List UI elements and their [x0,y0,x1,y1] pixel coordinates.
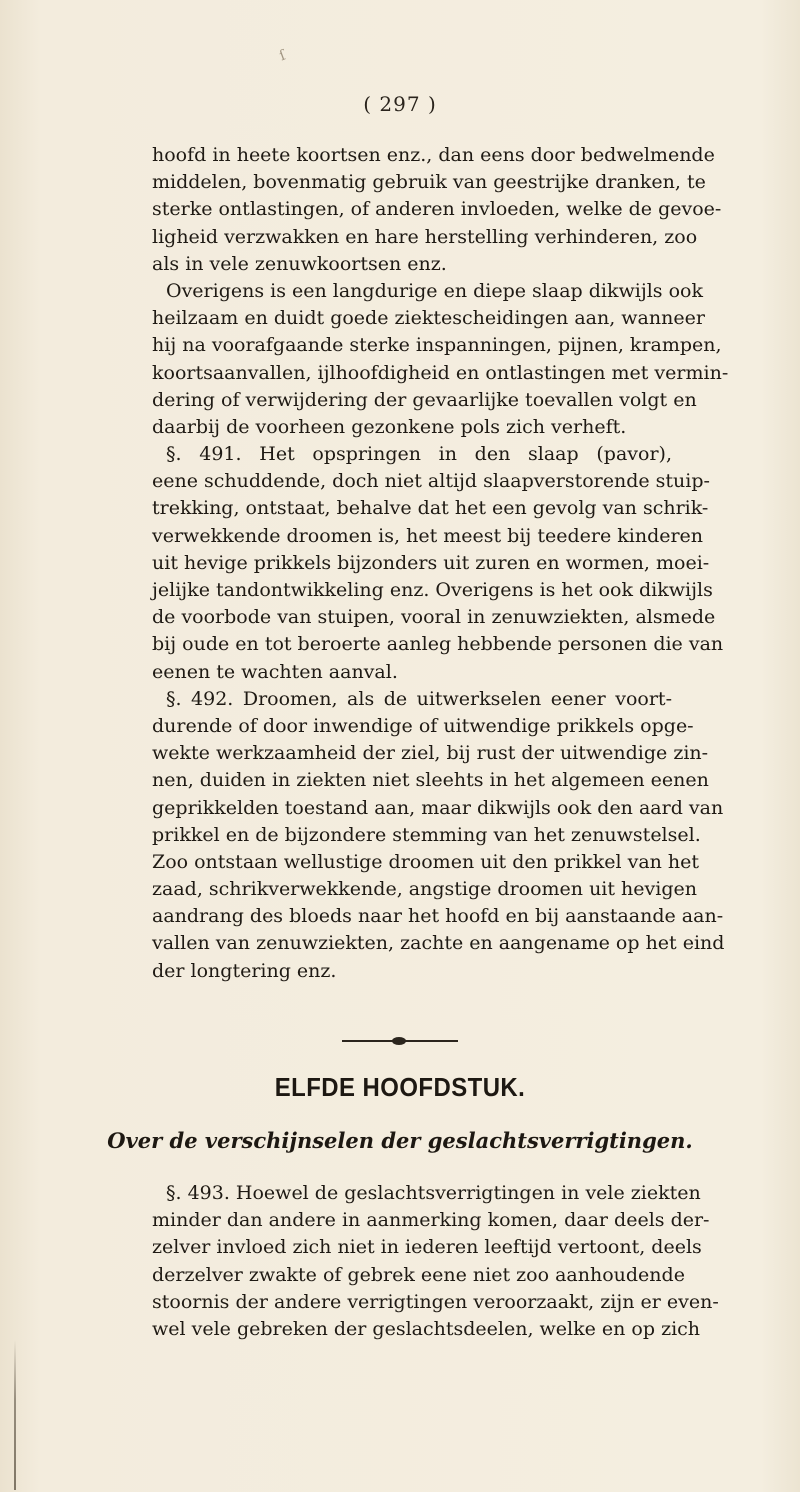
text-line: daarbij de voorheen gezonkene pols zich verheft. [152,415,627,438]
text-line: heilzaam en duidt goede ziektescheidingen aan, wanneer [152,307,705,330]
text-line: §. 493. Hoewel de geslachtsverrigtingen in vele ziekten [166,1182,701,1204]
text-line: Overigens is een langdurige en diepe slaap dikwijls ook [166,279,703,302]
text-line: wekte werkzaamheid der ziel, bij rust der uitwendige zin- [152,742,709,765]
text-line: stoornis der andere verrigtingen veroorzaakt, zijn er even- [152,1290,719,1313]
text-line: zelver invloed zich niet in iederen leeftijd vertoont, deels [152,1236,702,1259]
text-line: durende of door inwendige of uitwendige prikkels opge- [152,714,694,737]
text-line: eenen te wachten aanval. [152,660,398,683]
margin-mark: ſ [277,47,288,65]
body-text-section-2 [152,1180,719,1343]
text-line: uit hevige prikkels bijzonders uit zuren en wormen, moei- [152,551,710,574]
text-line: als in vele zenuwkoortsen enz. [152,252,447,275]
text-line: §. 492. Droomen, als de uitwerkselen eener voort- [166,687,672,710]
text-line: hoofd in heete koortsen enz., dan eens door bedwelmende [152,144,715,166]
text-line: jelijke tandontwikkeling enz. Overigens is het ook dikwijls [152,579,713,601]
text-line: eene schuddende, doch niet altijd slaapverstorende stuip- [152,470,710,493]
chapter-title: ELFDE HOOFDSTUK. [274,1072,526,1102]
text-line: §. 491. Het opspringen in den slaap (pavor), [166,443,672,466]
text-line: vallen van zenuwziekten, zachte en aangename op het eind [152,932,725,955]
page-edge-shadow [14,1340,16,1490]
text-line: hij na voorafgaande sterke inspanningen, pijnen, krampen, [152,334,722,357]
text-line: geprikkelden toestand aan, maar dikwijls ook den aard van [152,796,724,819]
text-line: sterke ontlastingen, of anderen invloeden, welke de gevoe- [152,198,722,221]
text-line: zaad, schrikverwekkende, angstige droomen uit hevigen [152,878,697,901]
text-line: trekking, ontstaat, behalve dat het een gevolg van schrik- [152,497,709,520]
text-line: aandrang des bloeds naar het hoofd en bij aanstaande aan- [152,905,724,928]
text-line: Zoo ontstaan wellustige droomen uit den prikkel van het [152,850,700,873]
text-line: ligheid verzwakken en hare herstelling verhinderen, zoo [152,225,698,248]
text-line: minder dan andere in aanmerking komen, daar deels der- [152,1209,710,1232]
text-line: derzelver zwakte of gebrek eene niet zoo aanhoudende [152,1263,685,1286]
text-line: middelen, bovenmatig gebruik van geestrijke dranken, te [152,171,706,194]
page-number: ( 297 ) [363,92,437,116]
ornamental-divider [342,1040,458,1042]
body-text [152,142,729,985]
text-line: der longtering enz. [152,959,337,982]
text-line: prikkel en de bijzondere stemming van het zenuwstelsel. [152,823,701,846]
chapter-subtitle: Over de verschijnselen der geslachtsverrigtingen. [107,1128,693,1153]
text-line: dering of verwijdering der gevaarlijke toevallen volgt en [152,388,697,411]
text-line: nen, duiden in ziekten niet sleehts in het algemeen eenen [152,769,709,792]
text-line: wel vele gebreken der geslachtsdeelen, welke en op zich [152,1317,701,1340]
text-line: verwekkende droomen is, het meest bij teedere kinderen [152,524,704,547]
text-line: bij oude en tot beroerte aanleg hebbende personen die van [152,633,724,656]
text-line: de voorbode van stuipen, vooral in zenuwziekten, alsmede [152,606,716,629]
text-line: koortsaanvallen, ijlhoofdigheid en ontlastingen met vermin- [152,361,729,384]
